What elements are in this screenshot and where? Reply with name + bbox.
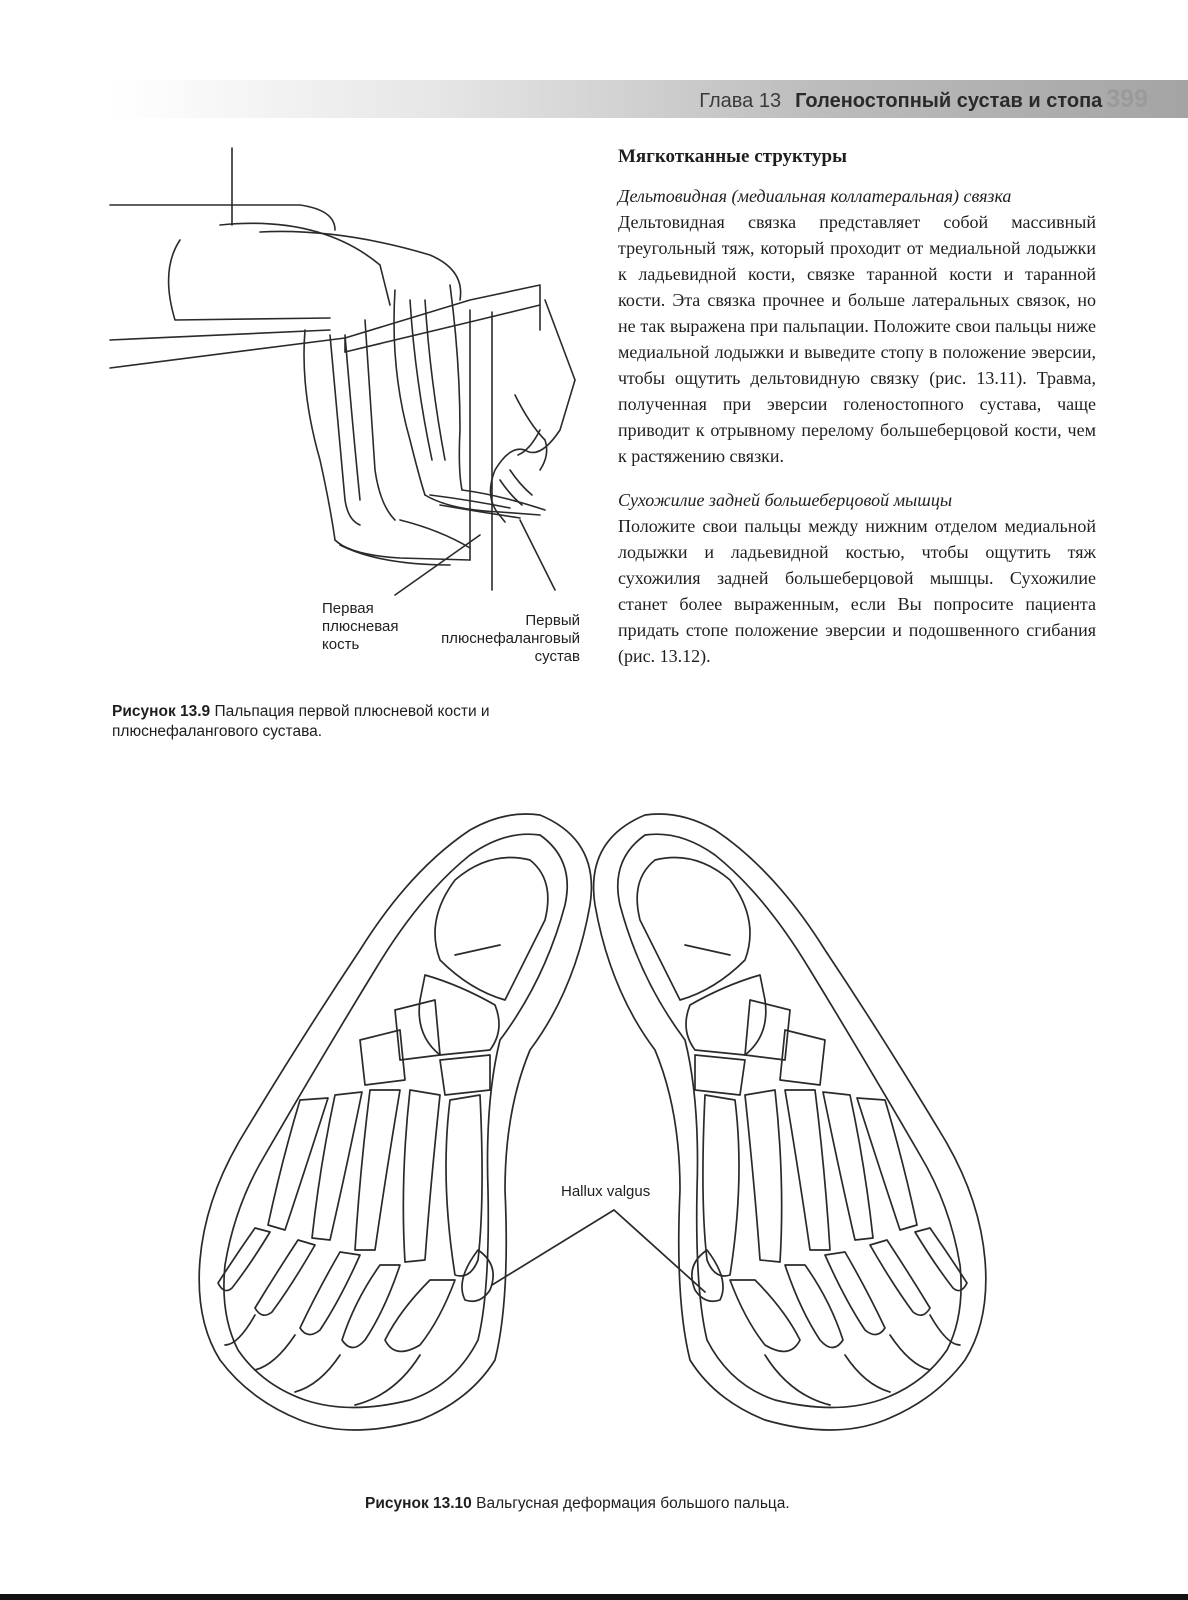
section-heading: Мягкотканные структуры — [618, 146, 847, 167]
figure-13-9-caption-number: Рисунок 13.9 — [112, 703, 211, 720]
page-number: 399 — [1106, 85, 1148, 113]
figure-13-10-caption — [365, 1494, 790, 1514]
page-bottom-rule — [0, 1594, 1188, 1600]
figure-13-10-caption-text: Вальгусная деформация большого пальца. — [476, 1495, 790, 1512]
label-hallux-valgus: Hallux valgus — [561, 1183, 651, 1200]
hallux-pointer-right — [614, 1210, 705, 1292]
hallux-pointer-left — [492, 1210, 614, 1285]
figure-13-10-caption-number: Рисунок 13.10 — [365, 1495, 472, 1512]
subsection-body-tibialis: Положите свои пальцы между нижним отделом медиальной лодыжки и ладьевидной костью, чтобы ощутить тяж сухожилия задней большеберцовой мышцы. Сухожилие станет более выраженным, если Вы попросите пациента придать стопе положение эверсии и подошвенного сгибания (рис. 13.12). — [618, 516, 1096, 666]
label-first-metatarsal: Первая плюсневая кость — [322, 600, 399, 653]
left-foot-drawing — [199, 814, 591, 1430]
right-foot-drawing — [594, 814, 986, 1430]
figure-13-9-caption-text: Пальпация первой плюсневой кости и плюснефалангового сустава. — [112, 703, 490, 740]
subsection-title-deltoid: Дельтовидная (медиальная коллатеральная) связка — [618, 186, 1012, 206]
chapter-title: Голеностопный сустав и стопа — [795, 90, 1103, 112]
label-first-mtp-joint: Первый плюснефаланговый сустав — [441, 612, 580, 665]
subsection-title-tibialis: Сухожилие задней большеберцовой мышцы — [618, 490, 953, 510]
chapter-number: Глава 13 — [699, 90, 782, 112]
subsection-body-deltoid: Дельтовидная связка представляет собой массивный треугольный тяж, который проходит от медиальной лодыжки к ладьевидной кости, связке таранной кости и таранной кости. Эта связка прочнее и больше латеральных связок, но не так выражена при пальпации. Положите свои пальцы ниже медиальной лодыжки и выведите стопу в положение эверсии, чтобы ощутить дельтовидную связку (рис. 13.11). Травма, полученная при эверсии голеностопного сустава, чаще приводит к отрывному перелому большеберцовой кости, чем к растяжению связки. — [618, 212, 1096, 466]
